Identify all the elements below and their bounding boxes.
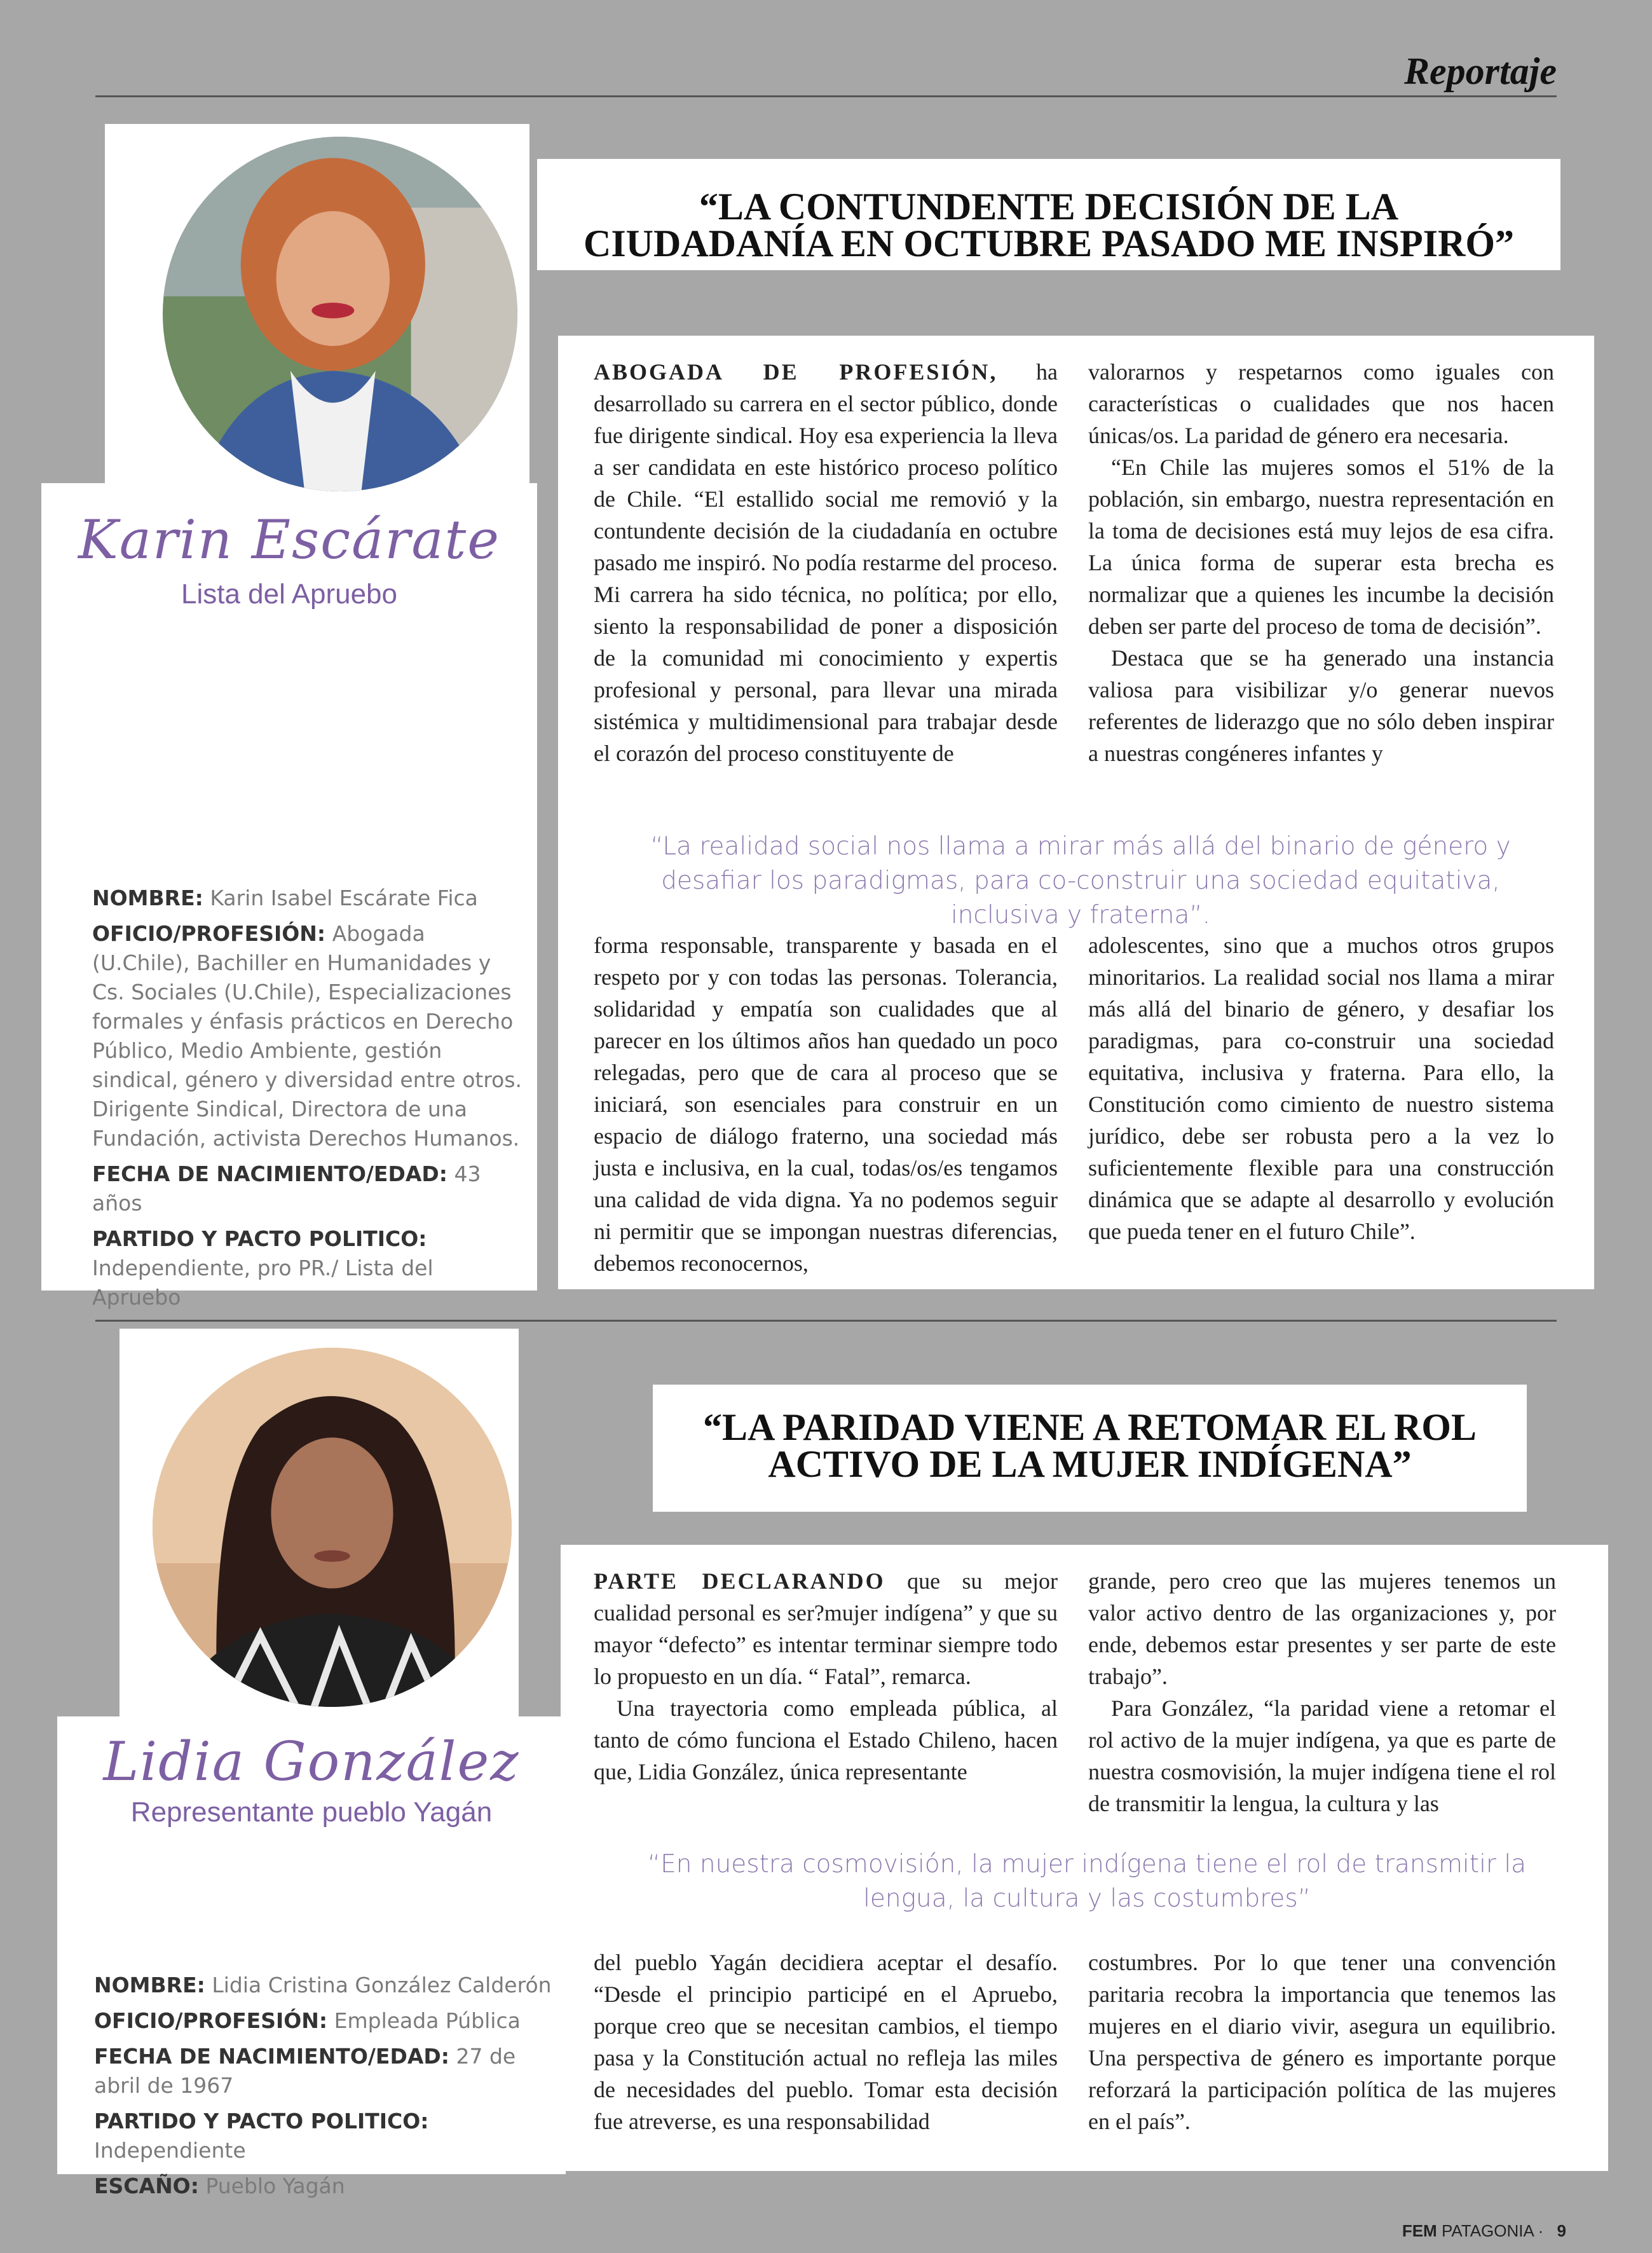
column-1-top: ABOGADA DE PROFESIÓN, ha desarrollado su carrera en el sector público, donde fue dirigente sindical. Hoy esa experiencia la lleva a ser candidata en este histórico proceso político de Chile. “El estallido social me removió y la contundente decisión de la ciudadanía en octubre pasado me inspiró. No podía restarme del proceso. Mi carrera ha sido técnica, no política; por ello, siento la responsabilidad de poner a disposición de la comunidad mi conocimiento y expertis profesional y personal, para llevar una mirada sistémica y multidimensional para trabajar desde el corazón del proceso constituyente de — [594, 359, 1058, 766]
headline: “LA PARIDAD VIENE A RETOMAR EL ROL ACTIVO DE LA MUJER INDÍGENA” — [703, 1406, 1477, 1485]
fact-sheet — [94, 1971, 558, 2207]
fact-fecha: FECHA DE NACIMIENTO/EDAD: 43 años — [92, 1161, 481, 1216]
candidate-name: Karin Escárate — [78, 509, 500, 571]
pull-quote: “La realidad social nos llama a mirar más allá del binario de género y desafiar los paradigmas, para co-construir una sociedad equitativa, inclusiva y fraterna”. — [650, 832, 1511, 929]
column-2-bottom: adolescentes, sino que a muchos otros grupos minoritarios. La realidad social nos llama a mirar más allá del binario de género, y desafiar los paradigmas, para co-construir una sociedad equitativa, inclusiva y fraterna. Para ello, la Constitución como cimiento de nuestro sistema jurídico, debe ser robusta pero a la vez lo suficientemente flexible para una construcción dinámica que se adapte al desarrollo y evolución que pueda tener en el futuro Chile”. — [1088, 933, 1554, 1244]
magazine-brand: FEM — [1402, 2221, 1437, 2240]
candidate-role: Representante pueblo Yagán — [130, 1797, 493, 1828]
fact-escano: ESCAÑO: Pueblo Yagán — [94, 2174, 345, 2198]
candidate-role: Lista del Apruebo — [181, 579, 398, 610]
header-rule — [95, 95, 1557, 97]
column-2-top: valorarnos y respetarnos como iguales con características o cualidades que nos hacen únicas/os. La paridad de género era necesaria. “En Chile las mujeres somos el 51% de la población, sin embargo, nuestra representación en la toma de decisiones está muy lejos de esa cifra. La única forma de superar esta brecha es normalizar que a quienes les incumbe la decisión deben ser parte del proceso de toma de decisión”. Destaca que se ha generado una instancia valiosa para visibilizar y/o generar nuevos referentes de liderazgo que no sólo deben inspirar a nuestras congéneres infantes y — [1088, 359, 1554, 766]
column-2-top: grande, pero creo que las mujeres tenemos un valor activo dentro de las organizaciones y, por ende, debemos estar presentes y ser parte de este trabajo”. Para González, “la paridad viene a retomar el rol activo de la mujer indígena, ya que es parte de nuestra cosmovisión, la mujer indígena tiene el rol de transmitir la lengua, la cultura y las — [1088, 1568, 1556, 1816]
fact-nombre: NOMBRE: Karin Isabel Escárate Fica — [92, 886, 478, 910]
column-1-top: PARTE DECLARANDO que su mejor cualidad personal es ser?mujer indígena” y que su mayor “defecto” es intentar terminar siempre todo lo propuesto en un día. “ Fatal”, remarca. Una trayectoria como empleada pública, al tanto de cómo funciona el Estado Chileno, hacen que, Lidia González, única representante — [594, 1568, 1058, 1784]
section-divider — [95, 1320, 1557, 1322]
page-number: 9 — [1557, 2221, 1566, 2240]
fact-partido: PARTIDO Y PACTO POLITICO: Independiente — [94, 2109, 429, 2163]
fact-fecha: FECHA DE NACIMIENTO/EDAD: 27 de abril de 1967 — [94, 2044, 516, 2098]
fact-nombre: NOMBRE: Lidia Cristina González Calderón — [94, 1973, 552, 1997]
column-1-bottom: forma responsable, transparente y basada en el respeto por y con todas las personas. Tolerancia, solidaridad y empatía son cualidades que al parecer en los últimos años han quedado un poco relegadas, pero que de cara al proceso que se iniciará, son esenciales para construir en un espacio de diálogo fraterno, una sociedad más justa e inclusiva, en la cual, todas/os/es tengamos una calidad de vida digna. Ya no podemos seguir ni permitir que se impongan nuestras diferencias, debemos reconocernos, — [594, 933, 1058, 1276]
fact-partido: PARTIDO Y PACTO POLITICO: Independiente, pro PR./ Lista del Apruebo — [92, 1226, 433, 1310]
candidate-photo — [163, 137, 517, 491]
page-footer — [1402, 2221, 1566, 2241]
column-1-bottom: del pueblo Yagán decidiera aceptar el desafío. “Desde el principio participé en el Apruebo, porque creo que se necesitan cambios, el tiempo pasa y la Constitución actual no refleja las miles de necesidades del pueblo. Tomar esta decisión fue atreverse, es una responsabilidad — [594, 1950, 1058, 2134]
candidate-name: Lidia González — [103, 1730, 520, 1793]
pull-quote: “En nuestra cosmovisión, la mujer indígena tiene el rol de transmitir la lengua, la cultura y las costumbres” — [647, 1850, 1527, 1913]
fact-sheet — [92, 884, 524, 1318]
section-title: Reportaje — [1404, 50, 1557, 92]
candidate-photo — [153, 1348, 512, 1707]
column-2-bottom: costumbres. Por lo que tener una convención paritaria recobra la importancia que tenemos las mujeres en el diario vivir, asegura un equilibrio. Una perspectiva de género es importante porque reforzará la participación política de las mujeres en el país”. — [1088, 1950, 1556, 2134]
magazine-name: PATAGONIA · — [1441, 2221, 1544, 2240]
fact-oficio: OFICIO/PROFESIÓN: Empleada Pública — [94, 2008, 521, 2033]
fact-oficio: OFICIO/PROFESIÓN: Abogada (U.Chile), Bachiller en Humanidades y Cs. Sociales (U.Chile), Especializaciones formales y énfasis prácticos en Derecho Público, Medio Ambiente, gestión sindical, género y diversidad entre otros. Dirigente Sindical, Directora de una Fundación, activista Derechos Humanos. — [92, 921, 522, 1151]
headline: “LA CONTUNDENTE DECISIÓN DE LA CIUDADANÍA EN OCTUBRE PASADO ME INSPIRÓ” — [583, 186, 1515, 264]
